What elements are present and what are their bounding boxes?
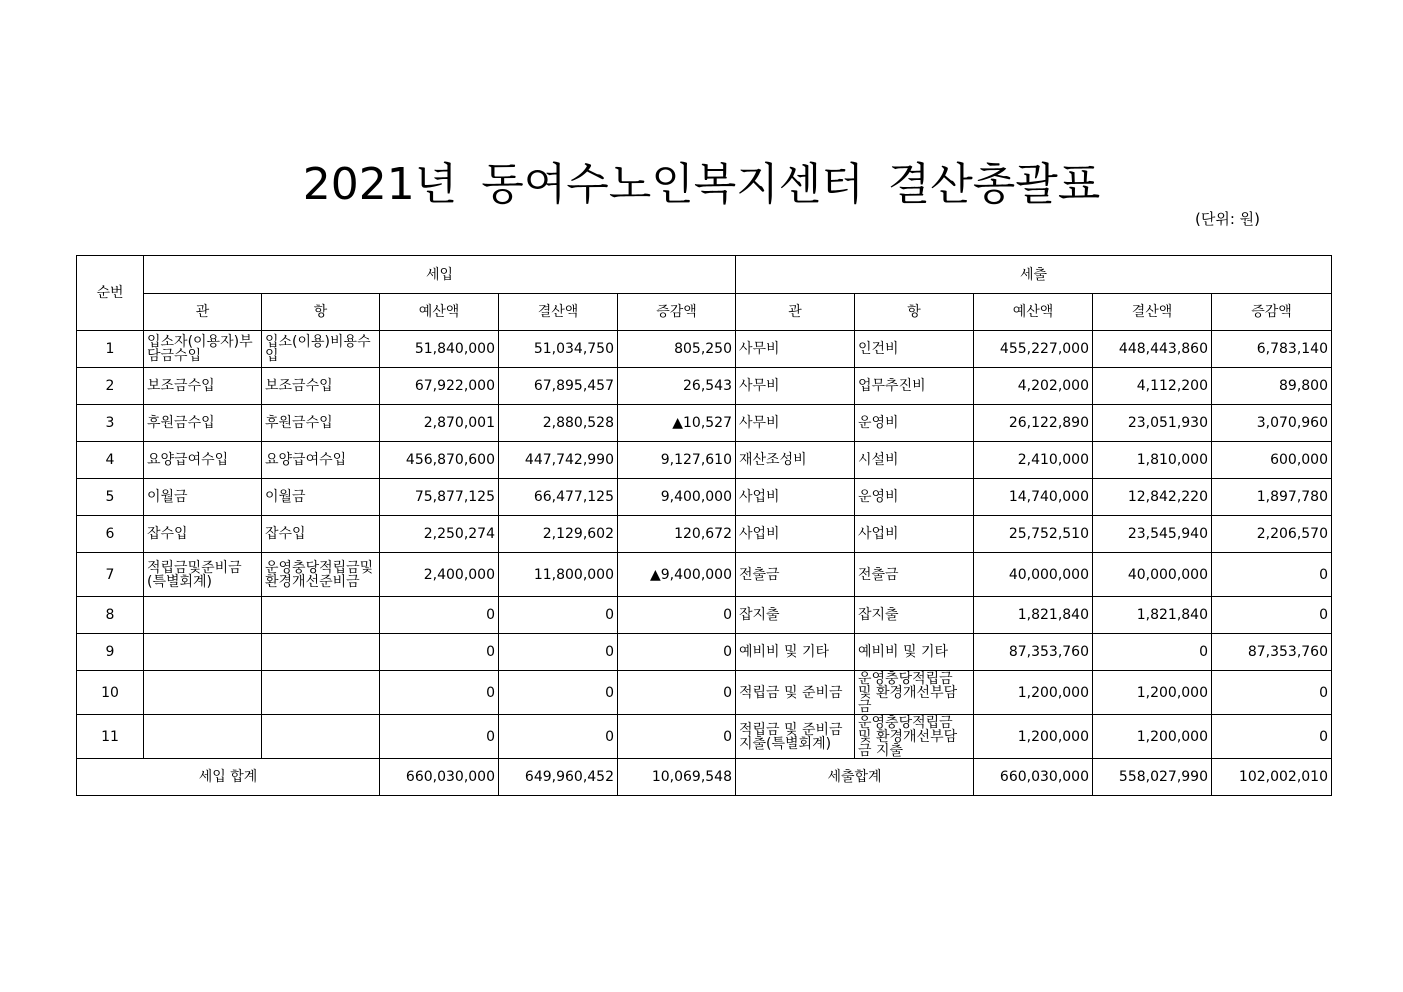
expense-budget: 455,227,000: [974, 331, 1093, 368]
row-no: 8: [77, 597, 144, 634]
income-budget: 2,870,001: [380, 405, 499, 442]
income-budget: 0: [380, 715, 499, 759]
expense-diff: 3,070,960: [1212, 405, 1332, 442]
expense-gwan: 적립금 및 준비금 지출(특별회계): [736, 715, 855, 759]
expense-hang: 잡지출: [855, 597, 974, 634]
income-gwan: [144, 671, 262, 715]
income-hang: 운영충당적립금및환경개선준비금: [262, 553, 380, 597]
totals-row: [77, 759, 1332, 796]
expense-settlement: 448,443,860: [1093, 331, 1212, 368]
expense-gwan: 사무비: [736, 368, 855, 405]
expense-budget: 2,410,000: [974, 442, 1093, 479]
income-total-label: 세입 합계: [77, 759, 380, 796]
expense-settlement: 23,051,930: [1093, 405, 1212, 442]
header-expense-diff: 증감액: [1212, 294, 1332, 331]
expense-total-label: 세출합계: [736, 759, 974, 796]
table-row: [77, 671, 1332, 715]
expense-hang: 전출금: [855, 553, 974, 597]
income-settlement: 51,034,750: [499, 331, 618, 368]
row-no: 2: [77, 368, 144, 405]
row-no: 4: [77, 442, 144, 479]
expense-hang: 운영충당적립금 및 환경개선부담금: [855, 671, 974, 715]
expense-budget: 14,740,000: [974, 479, 1093, 516]
header-income-gwan: 관: [144, 294, 262, 331]
income-total-settlement: 649,960,452: [499, 759, 618, 796]
expense-diff: 1,897,780: [1212, 479, 1332, 516]
income-gwan: 이월금: [144, 479, 262, 516]
income-budget: 67,922,000: [380, 368, 499, 405]
row-no: 9: [77, 634, 144, 671]
income-settlement: 0: [499, 715, 618, 759]
income-diff: 9,400,000: [618, 479, 736, 516]
income-diff: 805,250: [618, 331, 736, 368]
income-budget: 51,840,000: [380, 331, 499, 368]
income-budget: 2,400,000: [380, 553, 499, 597]
table-row: [77, 597, 1332, 634]
row-no: 3: [77, 405, 144, 442]
income-diff: 120,672: [618, 516, 736, 553]
income-budget: 0: [380, 597, 499, 634]
expense-settlement: 1,810,000: [1093, 442, 1212, 479]
header-income: 세입: [144, 256, 736, 294]
expense-gwan: 적립금 및 준비금: [736, 671, 855, 715]
row-no: 7: [77, 553, 144, 597]
income-gwan: 입소자(이용자)부담금수입: [144, 331, 262, 368]
income-hang: 후원금수입: [262, 405, 380, 442]
expense-gwan: 사업비: [736, 516, 855, 553]
row-no: 1: [77, 331, 144, 368]
income-gwan: 후원금수입: [144, 405, 262, 442]
expense-gwan: 사무비: [736, 331, 855, 368]
income-budget: 75,877,125: [380, 479, 499, 516]
expense-settlement: 23,545,940: [1093, 516, 1212, 553]
income-hang: 보조금수입: [262, 368, 380, 405]
income-gwan: 요양급여수입: [144, 442, 262, 479]
income-budget: 456,870,600: [380, 442, 499, 479]
expense-diff: 600,000: [1212, 442, 1332, 479]
income-gwan: 적립금및준비금(특별회계): [144, 553, 262, 597]
income-gwan: 잡수입: [144, 516, 262, 553]
row-no: 6: [77, 516, 144, 553]
header-expense-settlement: 결산액: [1093, 294, 1212, 331]
expense-settlement: 40,000,000: [1093, 553, 1212, 597]
income-hang: 요양급여수입: [262, 442, 380, 479]
expense-total-diff: 102,002,010: [1212, 759, 1332, 796]
income-settlement: 0: [499, 671, 618, 715]
expense-budget: 4,202,000: [974, 368, 1093, 405]
table-row: [77, 553, 1332, 597]
expense-diff: 89,800: [1212, 368, 1332, 405]
expense-gwan: 잡지출: [736, 597, 855, 634]
expense-hang: 시설비: [855, 442, 974, 479]
expense-gwan: 예비비 및 기타: [736, 634, 855, 671]
income-hang: 이월금: [262, 479, 380, 516]
header-expense-hang: 항: [855, 294, 974, 331]
table-row: [77, 405, 1332, 442]
income-budget: 2,250,274: [380, 516, 499, 553]
expense-diff: 0: [1212, 671, 1332, 715]
expense-total-settlement: 558,027,990: [1093, 759, 1212, 796]
table-row: [77, 715, 1332, 759]
header-row-columns: [77, 294, 1332, 331]
expense-hang: 예비비 및 기타: [855, 634, 974, 671]
expense-budget: 40,000,000: [974, 553, 1093, 597]
expense-hang: 운영비: [855, 479, 974, 516]
header-row-group: [77, 256, 1332, 294]
expense-budget: 25,752,510: [974, 516, 1093, 553]
expense-settlement: 1,821,840: [1093, 597, 1212, 634]
income-gwan: 보조금수입: [144, 368, 262, 405]
page-title: 2021년 동여수노인복지센터 결산총괄표: [302, 159, 1101, 210]
expense-settlement: 1,200,000: [1093, 715, 1212, 759]
header-expense-budget: 예산액: [974, 294, 1093, 331]
expense-gwan: 재산조성비: [736, 442, 855, 479]
expense-budget: 1,200,000: [974, 671, 1093, 715]
income-diff: 0: [618, 634, 736, 671]
expense-gwan: 사업비: [736, 479, 855, 516]
income-diff: 26,543: [618, 368, 736, 405]
table-row: [77, 331, 1332, 368]
income-settlement: 11,800,000: [499, 553, 618, 597]
expense-hang: 운영비: [855, 405, 974, 442]
income-settlement: 66,477,125: [499, 479, 618, 516]
income-diff: ▲9,400,000: [618, 553, 736, 597]
income-hang: 잡수입: [262, 516, 380, 553]
income-gwan: [144, 715, 262, 759]
table-row: [77, 442, 1332, 479]
income-diff: 0: [618, 671, 736, 715]
expense-hang: 사업비: [855, 516, 974, 553]
expense-gwan: 전출금: [736, 553, 855, 597]
income-settlement: 2,880,528: [499, 405, 618, 442]
income-hang: [262, 634, 380, 671]
settlement-summary-table: [76, 255, 1332, 796]
income-settlement: 2,129,602: [499, 516, 618, 553]
income-hang: 입소(이용)비용수입: [262, 331, 380, 368]
unit-label: (단위: 원): [1195, 210, 1260, 228]
row-no: 10: [77, 671, 144, 715]
expense-total-budget: 660,030,000: [974, 759, 1093, 796]
header-expense: 세출: [736, 256, 1332, 294]
income-settlement: 447,742,990: [499, 442, 618, 479]
income-total-diff: 10,069,548: [618, 759, 736, 796]
header-expense-gwan: 관: [736, 294, 855, 331]
expense-hang: 업무추진비: [855, 368, 974, 405]
expense-budget: 1,200,000: [974, 715, 1093, 759]
table-row: [77, 479, 1332, 516]
expense-diff: 87,353,760: [1212, 634, 1332, 671]
income-total-budget: 660,030,000: [380, 759, 499, 796]
expense-diff: 6,783,140: [1212, 331, 1332, 368]
expense-diff: 0: [1212, 597, 1332, 634]
expense-budget: 87,353,760: [974, 634, 1093, 671]
income-settlement: 0: [499, 597, 618, 634]
row-no: 5: [77, 479, 144, 516]
expense-diff: 2,206,570: [1212, 516, 1332, 553]
header-income-budget: 예산액: [380, 294, 499, 331]
income-hang: [262, 715, 380, 759]
expense-hang: 운영충당적립금 및 환경개선부담금 지출: [855, 715, 974, 759]
income-hang: [262, 671, 380, 715]
expense-settlement: 12,842,220: [1093, 479, 1212, 516]
expense-hang: 인건비: [855, 331, 974, 368]
income-gwan: [144, 634, 262, 671]
income-diff: ▲10,527: [618, 405, 736, 442]
expense-settlement: 4,112,200: [1093, 368, 1212, 405]
income-settlement: 67,895,457: [499, 368, 618, 405]
expense-diff: 0: [1212, 715, 1332, 759]
row-no: 11: [77, 715, 144, 759]
income-gwan: [144, 597, 262, 634]
expense-budget: 1,821,840: [974, 597, 1093, 634]
header-income-hang: 항: [262, 294, 380, 331]
expense-settlement: 1,200,000: [1093, 671, 1212, 715]
expense-diff: 0: [1212, 553, 1332, 597]
expense-budget: 26,122,890: [974, 405, 1093, 442]
table-row: [77, 368, 1332, 405]
income-diff: 9,127,610: [618, 442, 736, 479]
income-diff: 0: [618, 715, 736, 759]
expense-settlement: 0: [1093, 634, 1212, 671]
header-no: 순번: [77, 256, 144, 331]
income-budget: 0: [380, 671, 499, 715]
income-hang: [262, 597, 380, 634]
table-row: [77, 634, 1332, 671]
header-income-settlement: 결산액: [499, 294, 618, 331]
income-settlement: 0: [499, 634, 618, 671]
income-budget: 0: [380, 634, 499, 671]
expense-gwan: 사무비: [736, 405, 855, 442]
header-income-diff: 증감액: [618, 294, 736, 331]
income-diff: 0: [618, 597, 736, 634]
table-row: [77, 516, 1332, 553]
